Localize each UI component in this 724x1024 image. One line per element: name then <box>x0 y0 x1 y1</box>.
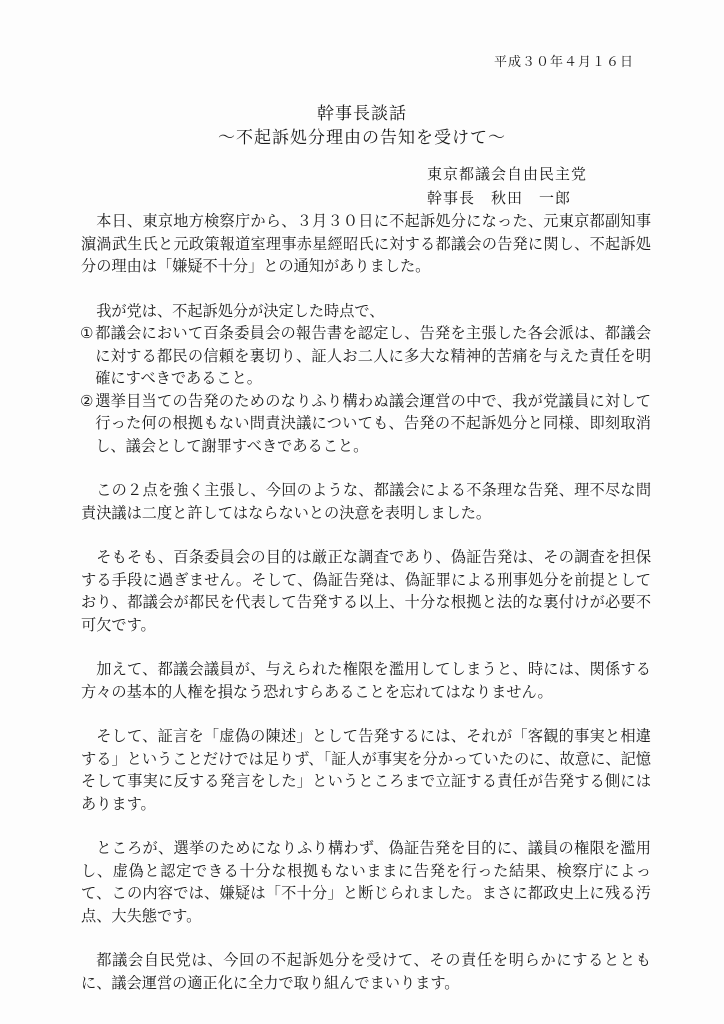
signature-block <box>427 162 587 210</box>
document-title <box>0 102 724 150</box>
paragraph-8: 都議会自民党は、今回の不起訴処分を受けて、その責任を明らかにするとともに、議会運営の適正化に全力で取り組んでまいります。 <box>81 951 651 992</box>
list-item-text: 都議会において百条委員会の報告書を認定し、告発を主張した各会派は、都議会に対する都民の信頼を裏切り、証人お二人に多大な精神的苦痛を与えた責任を明確にすべきであること。 <box>95 324 651 387</box>
list-item-marker: ② <box>80 391 94 410</box>
paragraph-1: 本日、東京地方検察庁から、３月３０日に不起訴処分になった、元東京都副知事濵渦武生氏と元政策報道室理事赤星經昭氏に対する都議会の告発に関し、不起訴処分の理由は「嫌疑不十分」との通知がありました。 <box>81 212 651 275</box>
paragraph-5: 加えて、都議会議員が、与えられた権限を濫用してしまうと、時には、関係する方々の基本的人権を損なう恐れすらあることを忘れてはなりません。 <box>81 660 651 701</box>
document-body <box>81 210 651 1016</box>
title-subtitle: ～不起訴処分理由の告知を受けて～ <box>218 128 506 148</box>
demands-list <box>81 322 651 457</box>
paragraph-2-intro: 我が党は、不起訴処分が決定した時点で、 <box>96 301 385 320</box>
signature-organization: 東京都議会自由民主党 <box>427 165 588 183</box>
title-main: 幹事長談話 <box>317 104 407 124</box>
paragraph-7: ところが、選挙のためになりふり構わず、偽証告発を目的に、議員の権限を濫用し、虚偽と認定できる十分な根拠もないままに告発を行った結果、検察庁によって、この内容では、嫌疑は「不十分」と断じられました。まさに都政史上に残る汚点、大失態です。 <box>81 839 651 925</box>
list-item <box>81 390 651 458</box>
paragraph-3: この２点を強く主張し、今回のような、都議会による不条理な告発、理不尽な問責決議は二度と許してはならないとの決意を表明しました。 <box>81 481 651 522</box>
signature-person: 幹事長 秋田 一郎 <box>427 189 572 207</box>
paragraph-4: そもそも、百条委員会の目的は厳正な調査であり、偽証告発は、その調査を担保する手段に過ぎません。そして、偽証告発は、偽証罪による刑事処分を前提としており、都議会が都民を代表して告発する以上、十分な根拠と法的な裏付けが必要不可欠です。 <box>81 548 651 634</box>
paragraph-6: そして、証言を「虚偽の陳述」として告発するには、それが「客観的事実と相違する」ということだけでは足りず、「証人が事実を分かっていたのに、故意に、記憶そして事実に反する発言をした」というところまで立証する責任が告発する側にはあります。 <box>81 727 651 813</box>
document-date: 平成３０年４月１６日 <box>493 55 634 70</box>
list-item <box>81 322 651 390</box>
list-item-text: 選挙目当ての告発のためのなりふり構わぬ議会運営の中で、我が党議員に対して行った何の根拠もない問責決議についても、告発の不起訴処分と同様、即刻取消し、議会として謝罪すべきであること。 <box>95 391 651 455</box>
list-item-marker: ① <box>80 324 94 342</box>
